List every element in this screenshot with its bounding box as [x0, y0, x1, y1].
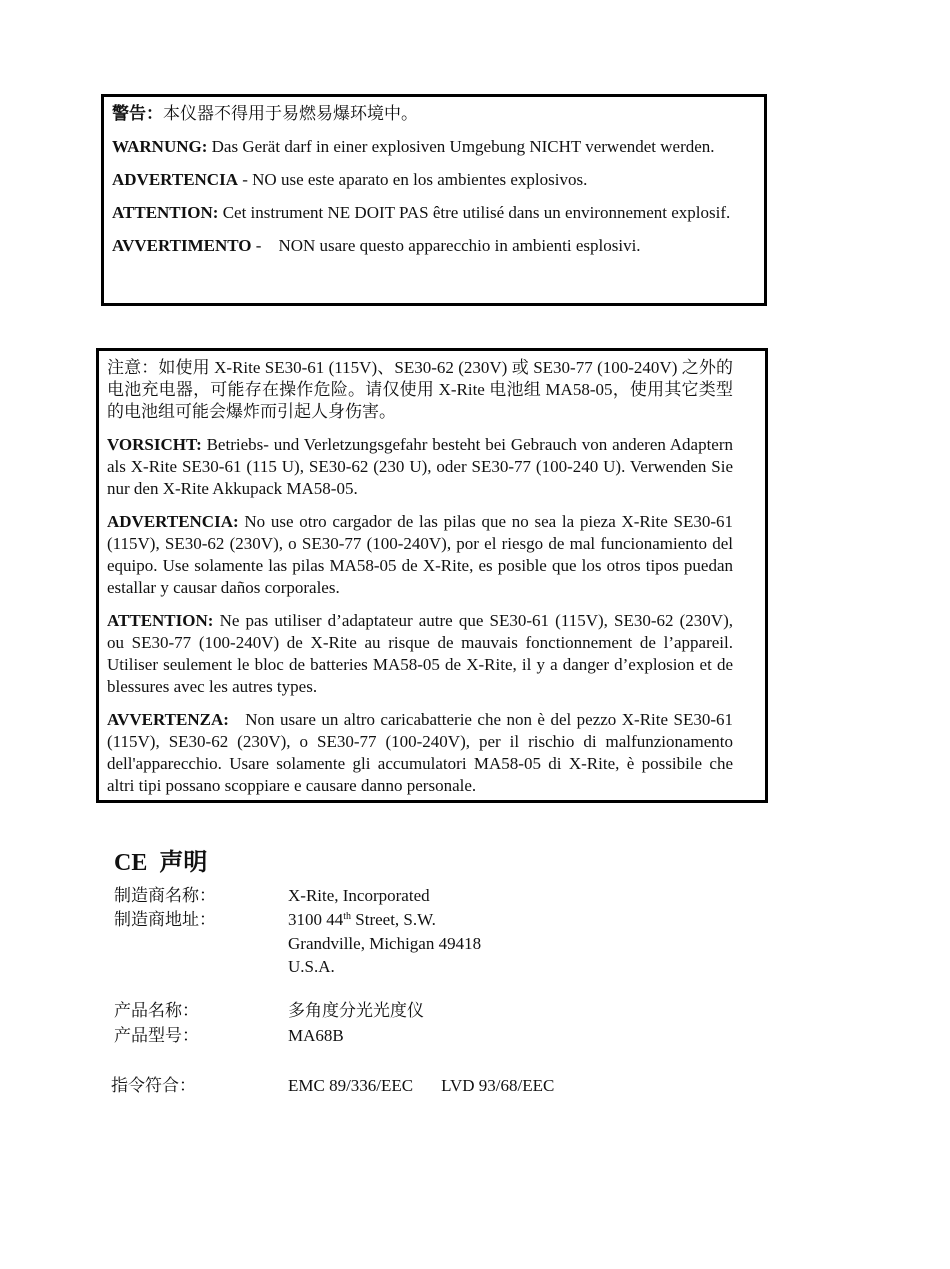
caution-italian-label: AVVERTENZA: [107, 710, 229, 729]
warning-spanish-text: - NO use este aparato en los ambientes explosivos. [242, 170, 588, 189]
directive-values [288, 1074, 554, 1097]
manufacturer-address-street [288, 908, 436, 931]
warning-spanish [112, 169, 758, 191]
address-ordinal-suffix: th [343, 911, 352, 922]
caution-italian-text: Non usare un altro caricabatterie che non è del pezzo X-Rite SE30-61 (115V), SE30-62 (230V), o SE30-77 (100-240V), per il rischio di malfunzionamento dell'apparecchio. Usare solamente gli accumulatori MA58-05 di X-Rite, è possibile che altri tipi possano scoppiare e causare danno personale. [107, 710, 734, 795]
warning-italian-text: - NON usare questo apparecchio in ambienti esplosivi. [255, 236, 641, 255]
caution-french [107, 610, 733, 698]
warning-chinese [112, 103, 758, 125]
product-model-value: MA68B [288, 1026, 344, 1045]
manufacturer-address-city: Grandville, Michigan 49418 [288, 934, 482, 953]
warning-spanish-label: ADVERTENCIA [112, 170, 238, 189]
warning-french-text: Cet instrument NE DOIT PAS être utilisé dans un environnement explosif. [222, 203, 731, 222]
product-name-label: 产品名称： [114, 1001, 199, 1020]
directive-label: 指令符合： [111, 1076, 196, 1095]
explosion-warning-box [101, 94, 767, 306]
manufacturer-name-value: X-Rite, Incorporated [288, 886, 430, 905]
caution-spanish-label: ADVERTENCIA: [107, 512, 239, 531]
warning-german [112, 136, 758, 158]
caution-german [107, 434, 733, 500]
warning-french-label: ATTENTION: [112, 203, 219, 222]
caution-spanish [107, 511, 733, 599]
caution-chinese-text: 注意：如使用 X-Rite SE30-61 (115V)、SE30-62 (230V) 或 SE30-77 (100-240V) 之外的电池充电器，可能存在操作危险。请仅使用 X-Rite 电池组 MA58-05，使用其它类型的电池组可能会爆炸而引起人身伤害。 [107, 358, 733, 421]
caution-chinese [107, 357, 733, 423]
caution-french-text: Ne pas utiliser d’adaptateur autre que SE30-61 (115V), SE30-62 (230V), ou SE30-77 (100-240V) de X-Rite au risque de mauvais fonctionnement de l’appareil. Utiliser seulement le bloc de batteries MA58-05 de X-Rite, il y a danger d’explosion et de blessures avec les autres types. [107, 611, 733, 696]
warning-german-text: Das Gerät darf in einer explosiven Umgebung NICHT verwendet werden. [211, 137, 715, 156]
directive-lvd: LVD 93/68/EEC [441, 1076, 555, 1095]
warning-chinese-text: 本仪器不得用于易燃易爆环境中。 [163, 104, 418, 123]
ce-declaration-title: CE 声明 [114, 850, 208, 876]
caution-german-label: VORSICHT: [107, 435, 202, 454]
manufacturer-name-label: 制造商名称： [114, 886, 216, 905]
product-model-label: 产品型号： [114, 1026, 199, 1045]
warning-italian [112, 235, 758, 257]
manufacturer-address-country: U.S.A. [288, 957, 335, 976]
warning-french [112, 202, 758, 224]
warning-chinese-label: 警告： [112, 104, 163, 123]
caution-spanish-text: No use otro cargador de las pilas que no sea la pieza X-Rite SE30-61 (115V), SE30-62 (230V), o SE30-77 (100-240V), por el riesgo de mal funcionamiento del equipo. Use solamente las pilas MA58-05 de X-Rite, es posible que los otros tipos puedan estallar y causar daños corporales. [107, 512, 733, 597]
warning-italian-label: AVVERTIMENTO [112, 236, 252, 255]
caution-french-label: ATTENTION: [107, 611, 214, 630]
address-street: Street, S.W. [351, 910, 436, 929]
address-number: 3100 44 [288, 910, 344, 929]
manufacturer-address-label: 制造商地址： [114, 910, 216, 929]
product-name-value: 多角度分光光度仪 [288, 1001, 424, 1020]
caution-italian [107, 709, 733, 797]
directive-emc: EMC 89/336/EEC [288, 1076, 414, 1095]
charger-caution-box [96, 348, 768, 803]
caution-german-text: Betriebs- und Verletzungsgefahr besteht bei Gebrauch von anderen Adaptern als X-Rite SE30-61 (115 U), SE30-62 (230 U), oder SE30-77 (100-240 U). Verwenden Sie nur den X-Rite Akkupack MA58-05. [107, 435, 734, 498]
warning-german-label: WARNUNG: [112, 137, 208, 156]
